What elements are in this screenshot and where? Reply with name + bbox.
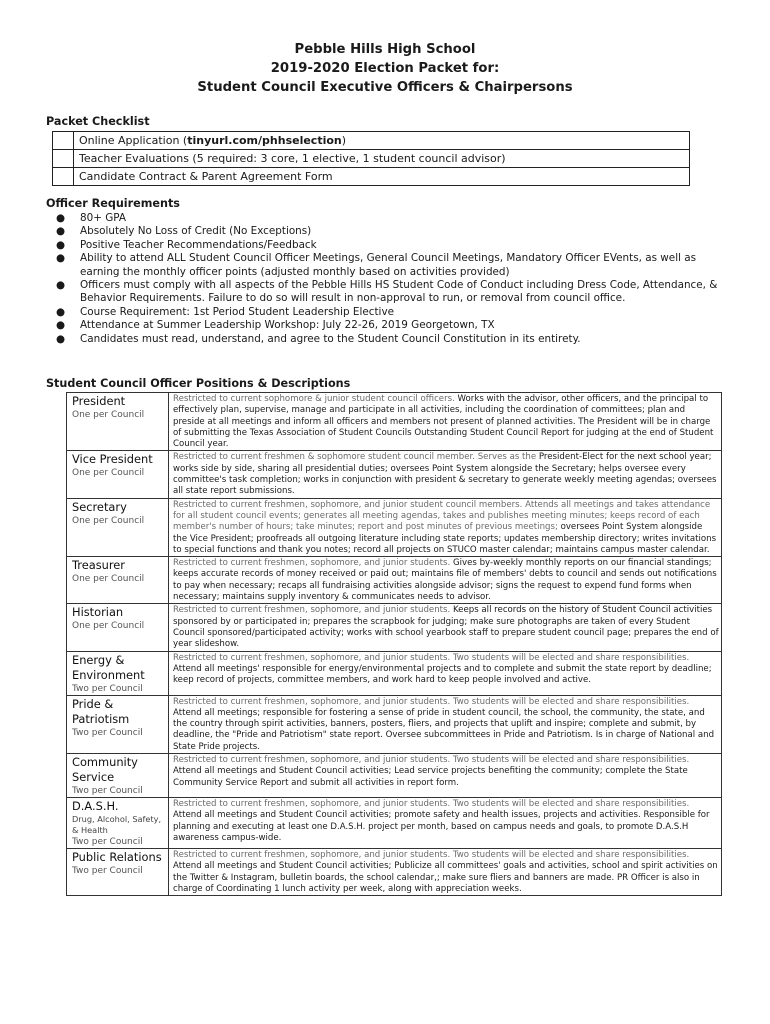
position-title: Vice President [72, 452, 153, 467]
requirement-text: Ability to attend ALL Student Council Officer Meetings, General Council Meetings, Mandatory Officer EVents, as well as earning the monthly officer points (adjusted monthly based on activities provided) [80, 252, 697, 278]
position-name-cell [67, 695, 169, 753]
checklist-text: ) [341, 133, 347, 147]
bullet-icon: ● [56, 305, 66, 318]
checklist-heading: Packet Checklist [46, 115, 150, 128]
duties-text: Gives by-weekly monthly reports on our financial standings; keeps accurate records of money received or paid out; maintains file of members' debts to council and sends out notifications to pay when necessary; recaps all fundraising activities alongside advisor; signs the request to expend fund forms when necessary; maintains supply inventory & communicates needs to advisor. [173, 558, 717, 603]
checkbox-cell [53, 150, 74, 168]
requirement-item [56, 212, 736, 225]
position-title: Historian [72, 605, 124, 620]
position-title: Community Service [72, 755, 138, 785]
duties-text: Keeps all records on the history of Student Council activities sponsored by or participated in; prepares the scrapbook for judging; make sure photographs are taken of every Student Council sponsored/participated activity; works with school yearbook staff to prepare student council page; prepares the end of year slideshow. [173, 605, 719, 650]
checklist-row [53, 168, 690, 186]
restriction-text: Restricted to current freshmen, sophomore, and junior students. Two students will be elected and share responsibilities. [173, 799, 690, 810]
restriction-text: Restricted to current freshmen, sophomore, and junior students. [173, 605, 451, 616]
position-description [169, 651, 722, 695]
checkbox-cell [53, 168, 74, 186]
checklist-text: Teacher Evaluations (5 required: 3 core, 1 elective, 1 student council advisor) [79, 151, 506, 165]
restriction-text: Restricted to current freshmen & sophomore student council member. Serves as the [173, 452, 537, 463]
document-title [0, 40, 770, 97]
position-row [67, 754, 722, 798]
position-name-cell [67, 754, 169, 798]
restriction-text: Restricted to current freshmen, sophomore, and junior students. Two students will be elected and share responsibilities. [173, 850, 690, 861]
bullet-icon: ● [56, 319, 66, 332]
position-description [169, 498, 722, 556]
positions-table [66, 392, 722, 896]
requirement-text: Officers must comply with all aspects of the Pebble Hills HS Student Code of Conduct including Dress Code, Attendance, & Behavior Requirements. Failure to do so will result in non-approval to run, or removal from council office. [80, 279, 718, 305]
requirement-text: Positive Teacher Recommendations/Feedback [80, 238, 317, 251]
position-count: One per Council [72, 468, 145, 479]
restriction-text: Restricted to current freshmen, sophomore, and junior student council members. Attends all meetings and takes attendance for all student council events; generates all meeting agendas, takes and publishes meeting minutes; keeps record of each member's number of hours; take minutes; report and post minutes of previous meetings; [173, 499, 711, 533]
duties-text: President-Elect for the next school year; works side by side, sharing all presidential duties; oversees Point System alongside the Secretary; helps oversee every committee's task completion; works in conjunction with president & secretary to generate weekly meeting agendas; oversees all state report submissions. [173, 452, 717, 497]
position-name-cell [67, 798, 169, 849]
duties-text: Attend all meetings and Student Council activities; Publicize all committees' goals and activities, school and spirit activities on the Twitter & Instagram, bulletin boards, the school calendar,; make sure fliers and banners are made. PR Officer is also in charge of Coordinating 1 lunch activity per week, along with appreciation weeks. [173, 861, 718, 894]
duties-text: Attend all meetings; responsible for fostering a sense of pride in student council, the school, the community, the state, and the country through spirit activities, banners, posters, fliers, and projects that uplift and inspire; complete and submit, by deadline, the "Pride and Patriotism" state report. Oversee subcommittees in Pride and Patriotism. Is in charge of National and State Pride projects. [173, 707, 715, 752]
bullet-icon: ● [56, 279, 66, 292]
position-description [169, 557, 722, 604]
checklist-row [53, 150, 690, 168]
position-count: One per Council [72, 574, 145, 585]
requirement-text: Candidates must read, understand, and agree to the Student Council Constitution in its entirety. [80, 332, 581, 345]
position-title: D.A.S.H. [72, 799, 119, 814]
position-description [169, 604, 722, 651]
position-title: Secretary [72, 499, 127, 514]
restriction-text: Restricted to current freshmen, sophomore, and junior students. [173, 558, 451, 569]
position-count: Two per Council [72, 866, 143, 877]
position-count: One per Council [72, 410, 145, 420]
position-name-cell [67, 849, 169, 896]
restriction-text: Restricted to current sophomore & junior student council officers. [173, 394, 455, 404]
position-description [169, 754, 722, 798]
position-description [169, 798, 722, 849]
requirements-heading: Officer Requirements [46, 197, 180, 210]
position-name-cell [67, 651, 169, 695]
bullet-icon: ● [56, 225, 66, 238]
position-name-cell [67, 604, 169, 651]
packet-year: 2019-2020 Election Packet for: [270, 61, 500, 76]
position-name-cell [67, 557, 169, 604]
requirement-item [56, 252, 736, 279]
position-row [67, 393, 722, 451]
requirement-text: Course Requirement: 1st Period Student Leadership Elective [80, 305, 394, 318]
position-title: Public Relations [72, 850, 162, 865]
packet-checklist [52, 131, 690, 186]
requirement-item [56, 319, 736, 332]
position-count: Two per Council [72, 727, 143, 738]
position-title: Treasurer [72, 558, 125, 573]
position-row [67, 498, 722, 556]
duties-text: Works with the advisor, other officers, and the principal to effectively plan, supervise, manage and participate in all activities, including the coordination of committees; plan and preside at all meetings and inform all officers and members not present of planned activities. The President will be in charge of submitting the Texas Association of Student Councils Outstanding Student Council Report for judging at the end of Student Council year. [173, 394, 714, 450]
packet-subject: Student Council Executive Officers & Chairpersons [197, 80, 573, 95]
requirement-item [56, 279, 736, 306]
checklist-item-text [74, 150, 690, 168]
position-description [169, 451, 722, 498]
checkbox-cell [53, 132, 74, 150]
position-count: One per Council [72, 515, 145, 526]
position-count: Two per Council [72, 837, 143, 848]
position-description [169, 695, 722, 753]
requirement-item [56, 306, 736, 319]
checklist-text: Online Application ( [79, 133, 188, 147]
position-title: President [72, 394, 126, 408]
position-name-cell [67, 393, 169, 451]
position-description [169, 849, 722, 896]
duties-text: Attend all meetings and Student Council activities; Lead service projects benefiting the community; complete the State Community Service Report and submit all activities in report form. [173, 766, 688, 788]
checklist-item-text [74, 168, 690, 186]
restriction-text: Restricted to current freshmen, sophomore, and junior students. Two students will be elected and share responsibilities. [173, 755, 690, 766]
restriction-text: Restricted to current freshmen, sophomore, and junior students. Two students will be elected and share responsibilities. [173, 696, 690, 707]
position-count: Two per Council [72, 786, 143, 797]
duties-text: Attend all meetings and Student Council activities; promote safety and health issues, projects and activities. Responsible for planning and executing at least one D.A.S.H. project per month, based on campus needs and goals, to promote D.A.S.H awareness campus-wide. [173, 810, 710, 843]
checklist-link: tinyurl.com/phhselection [187, 133, 342, 147]
position-row [67, 604, 722, 651]
position-subtitle: Drug, Alcohol, Safety, & Health [72, 814, 162, 836]
requirement-item [56, 225, 736, 238]
position-row [67, 557, 722, 604]
position-title: Energy & Environment [72, 652, 145, 682]
requirement-text: Attendance at Summer Leadership Workshop: July 22-26, 2019 Georgetown, TX [80, 319, 495, 332]
duties-text: oversees Point System alongside the Vice President; proofreads all outgoing literature including state reports; updates membership directory; writes invitations to special functions and thank you notes; record all projects on STUCO master calendar; maintains campus master calendar. [173, 522, 717, 555]
position-name-cell [67, 498, 169, 556]
requirement-item [56, 333, 736, 346]
bullet-icon: ● [56, 212, 66, 224]
position-name-cell [67, 451, 169, 498]
requirements-list [56, 212, 736, 346]
duties-text: Attend all meetings' responsible for energy/environmental projects and to complete and submit the state report by deadline; keep record of projects, committee members, and work hard to keep people involved and active. [173, 663, 712, 686]
position-row [67, 451, 722, 498]
restriction-text: Restricted to current freshmen, sophomore, and junior students. Two students will be elected and share responsibilities. [173, 652, 690, 663]
checklist-text: Candidate Contract & Parent Agreement Form [79, 169, 333, 183]
bullet-icon: ● [56, 332, 66, 345]
position-row [67, 849, 722, 896]
position-count: One per Council [72, 621, 145, 632]
position-title: Pride & Patriotism [72, 696, 130, 726]
requirement-text: 80+ GPA [80, 212, 126, 224]
bullet-icon: ● [56, 238, 66, 251]
requirement-text: Absolutely No Loss of Credit (No Exceptions) [80, 225, 312, 238]
positions-heading: Student Council Officer Positions & Descriptions [46, 377, 351, 390]
position-count: Two per Council [72, 683, 143, 694]
school-name: Pebble Hills High School [294, 42, 476, 57]
position-row [67, 651, 722, 695]
checklist-row [53, 132, 690, 150]
checklist-item-text [74, 132, 690, 150]
bullet-icon: ● [56, 252, 66, 265]
position-row [67, 798, 722, 849]
position-description [169, 393, 722, 451]
position-row [67, 695, 722, 753]
requirement-item [56, 239, 736, 252]
